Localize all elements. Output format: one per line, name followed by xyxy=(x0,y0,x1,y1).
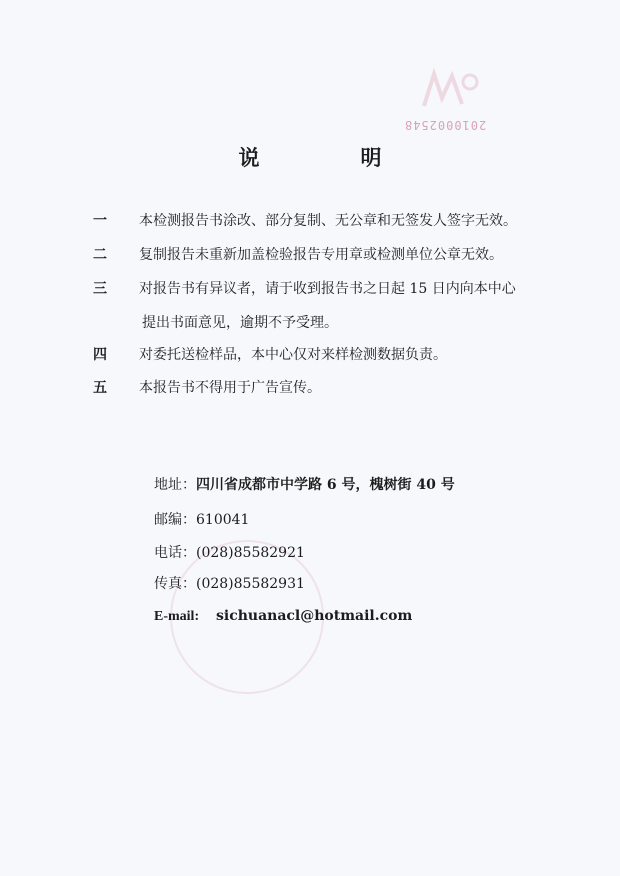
contact-address xyxy=(154,476,455,494)
note-text: 复制报告未重新加盖检验报告专用章或检测单位公章无效。 xyxy=(139,247,503,263)
contact-fax xyxy=(154,575,305,593)
phone-value: (028)85582921 xyxy=(196,545,305,561)
note-item xyxy=(93,379,321,397)
note-item xyxy=(93,246,503,264)
email-value: sichuanacl@hotmail.com xyxy=(216,608,413,624)
phone-label: 电话： xyxy=(154,545,196,561)
note-text: 本检测报告书涂改、部分复制、无公章和无签发人签字无效。 xyxy=(139,213,517,229)
note-number: 五 xyxy=(93,380,107,396)
note-continuation: 提出书面意见，逾期不予受理。 xyxy=(142,315,338,331)
stamp-fragment-icon xyxy=(418,68,480,112)
note-text: 本报告书不得用于广告宣传。 xyxy=(139,380,321,396)
postcode-label: 邮编： xyxy=(154,512,196,528)
email-label: E-mail: xyxy=(154,609,200,624)
note-item xyxy=(93,280,516,298)
note-item xyxy=(93,346,447,364)
contact-phone xyxy=(154,544,305,562)
fax-value: (028)85582931 xyxy=(196,576,305,592)
note-number: 二 xyxy=(93,247,107,263)
contact-email xyxy=(154,607,412,626)
address-value: 四川省成都市中学路 6 号，槐树街 40 号 xyxy=(196,477,455,493)
fax-label: 传真： xyxy=(154,576,196,592)
postcode-value: 610041 xyxy=(196,512,250,528)
serial-number: 2010002548 xyxy=(404,118,487,132)
address-label: 地址： xyxy=(154,477,196,493)
page-title: 说 明 xyxy=(238,146,422,170)
note-number: 三 xyxy=(93,281,107,297)
note-item xyxy=(93,212,517,230)
note-text: 对报告书有异议者，请于收到报告书之日起 15 日内向本中心 xyxy=(139,281,516,297)
note-number: 四 xyxy=(93,347,107,363)
contact-postcode xyxy=(154,511,249,529)
note-text: 对委托送检样品，本中心仅对来样检测数据负责。 xyxy=(139,347,447,363)
note-number: 一 xyxy=(93,213,107,229)
